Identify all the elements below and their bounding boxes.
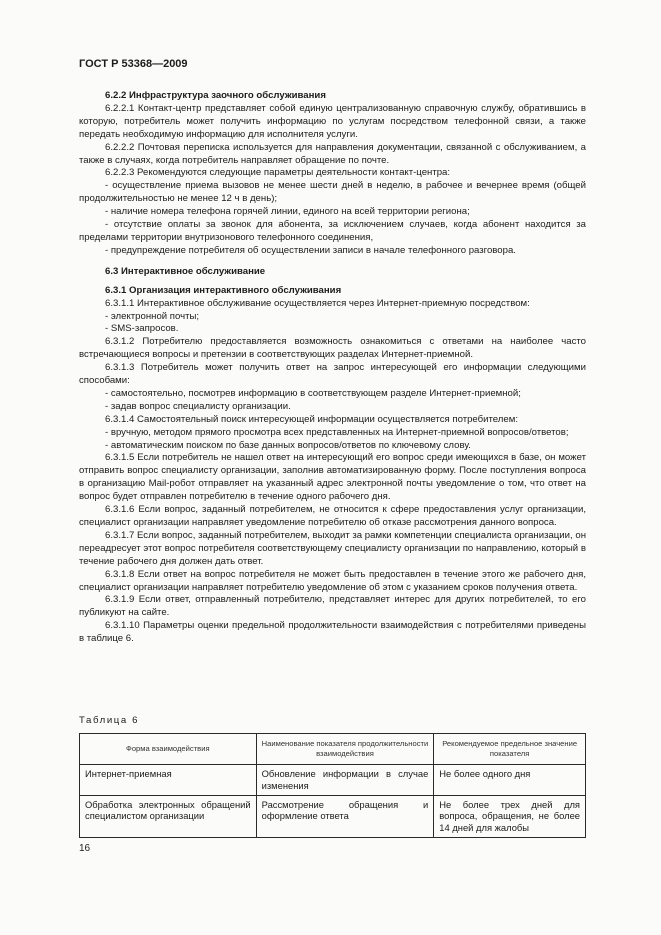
- table-header-cell: Форма взаимодействия: [80, 734, 257, 765]
- table-cell: Интернет-приемная: [80, 765, 257, 796]
- section-heading: 6.3.1 Организация интерактивного обслуживания: [105, 284, 342, 296]
- paragraph: 6.3.1.3 Потребитель может получить ответ на запрос интересующей его информации следующими способами:: [79, 362, 586, 387]
- table-cell: Не более одного дня: [434, 765, 586, 796]
- paragraph: 6.3.1.8 Если ответ на вопрос потребителя не может быть предоставлен в течение этого же рабочего дня, специалист организации направляет потребителю уведомление об этом с указанием сроков получения ответа.: [79, 568, 586, 593]
- paragraph: - электронной почты;: [105, 310, 200, 322]
- table-row: [80, 765, 586, 796]
- paragraph: - самостоятельно, посмотрев информацию в соответствующем разделе Интернет-приемной;: [105, 387, 521, 399]
- paragraph: 6.2.2.3 Рекомендуются следующие параметры деятельности контакт-центра:: [105, 167, 451, 179]
- section-heading: 6.2.2 Инфраструктура заочного обслуживания: [105, 90, 326, 101]
- paragraph: 6.3.1.9 Если ответ, отправленный потребителю, представляет интерес для других потребителей, то его публикуют на сайте.: [79, 594, 586, 619]
- paragraph: 6.3.1.1 Интерактивное обслуживание осуществляется через Интернет-приемную посредством:: [105, 297, 530, 309]
- table-caption: Таблица 6: [79, 715, 140, 726]
- page-number: 16: [79, 843, 91, 854]
- table-header-cell: Рекомендуемое предельное значение показателя: [434, 734, 586, 765]
- paragraph: 6.3.1.6 Если вопрос, заданный потребителем, не относится к сфере предоставления услуг организации, специалист организации направляет уведомление потребителю об отказе рассмотрения данного вопроса.: [79, 504, 586, 528]
- table-header-cell: Наименование показателя продолжительности взаимодействия: [256, 734, 434, 765]
- paragraph: - предупреждение потребителя об осуществлении записи в начале телефонного разговора.: [105, 244, 516, 256]
- table-6: [79, 733, 586, 838]
- table-header-row: [80, 734, 586, 765]
- paragraph: - осуществление приема вызовов не менее шести дней в неделю, в рабочее и вечернее время (общей продолжительностью не менее 12 ч в день);: [79, 180, 586, 205]
- table-row: [80, 795, 586, 837]
- paragraph: 6.3.1.4 Самостоятельный поиск интересующей информации осуществляется потребителем:: [105, 413, 519, 425]
- paragraph: 6.3.1.5 Если потребитель не нашел ответ на интересующий его вопрос среди имеющихся в базе, он может отправить вопрос специалисту организации, заполнив автоматизированную форму. После поступления вопроса в организацию Mail-робот отправляет на указанный адрес электронной почты уведомление о том, что ответ на вопрос будет отправлен потребителю в течение одного рабочего дня.: [79, 452, 586, 503]
- paragraph: - автоматическим поиском по базе данных вопросов/ответов по ключевому слову.: [105, 439, 471, 451]
- paragraph: - вручную, методом прямого просмотра всех представленных на Интернет-приемной вопросов/ответов;: [105, 426, 569, 438]
- document-header: ГОСТ Р 53368—2009: [79, 58, 188, 70]
- paragraph: 6.2.2.1 Контакт-центр представляет собой единую централизованную справочную службу, обратившись в которую, потребитель может получить информацию по услугам посредством телефонной связи, а также передать необходимую информацию для исполнителя услуги.: [79, 102, 586, 140]
- paragraph: 6.3.1.2 Потребителю предоставляется возможность ознакомиться с ответами на наиболее часто встречающиеся вопросы и претензии в соответствующих разделах Интернет-приемной.: [79, 336, 586, 361]
- paragraph: 6.2.2.2 Почтовая переписка используется для направления документации, связанной с обслуживанием, а также в случаях, когда потребитель направляет обращение по почте.: [79, 141, 586, 166]
- document-body: [79, 90, 586, 646]
- paragraph: - задав вопрос специалисту организации.: [105, 400, 291, 412]
- table-cell: Обработка электронных обращений специалистом организации: [80, 795, 257, 837]
- table-cell: Не более трех дней для вопроса, обращения, не более 14 дней для жалобы: [434, 795, 586, 837]
- paragraph: 6.3.1.10 Параметры оценки предельной продолжительности взаимодействия с потребителями приведены в таблице 6.: [79, 620, 586, 645]
- table-cell: Обновление информации в случае изменения: [256, 765, 434, 796]
- table-cell: Рассмотрение обращения и оформление ответа: [256, 795, 434, 837]
- paragraph: - SMS-запросов.: [105, 323, 179, 335]
- paragraph: - отсутствие оплаты за звонок для абонента, за исключением случаев, когда абонент находится за пределами территории внутризонового телефонного соединения,: [79, 219, 586, 243]
- paragraph: - наличие номера телефона горячей линии, единого на всей территории региона;: [105, 206, 470, 218]
- section-heading: 6.3 Интерактивное обслуживание: [105, 265, 266, 277]
- paragraph: 6.3.1.7 Если вопрос, заданный потребителем, выходит за рамки компетенции специалиста организации, он переадресует этот вопрос потребителя соответствующему специалисту организации по направлению, который в течение рабочего дня должен дать ответ.: [79, 529, 586, 567]
